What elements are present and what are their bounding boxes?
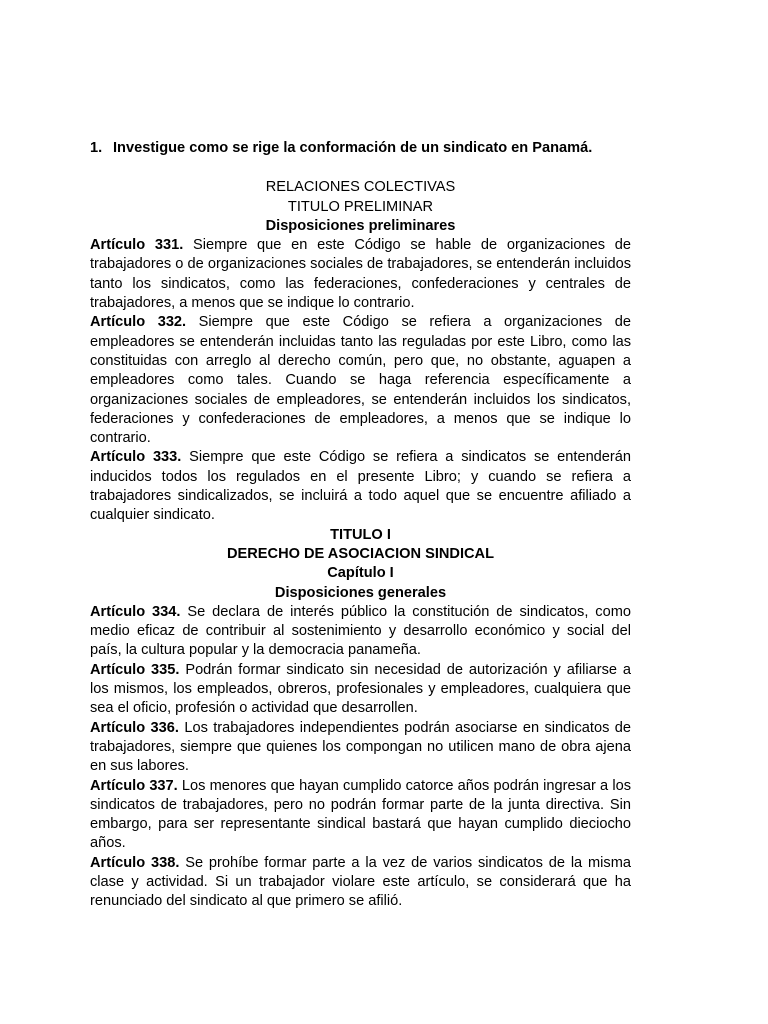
article-334 [90,603,631,661]
heading-titulo-preliminar: TITULO PRELIMINAR [287,198,434,215]
article-336 [90,719,631,777]
heading-disposiciones-generales: Disposiciones generales [274,584,447,601]
article-label: Artículo 331. [90,237,184,254]
article-text: Siempre que en este Código se hable de organizaciones de trabajadores o de organizaciones sociales de trabajadores, se entenderán incluidos tanto los sindicatos, como las federaciones, confederaciones y centrales de trabajadores, a menos que se indique lo contrario. [90,237,631,312]
heading-disposiciones-preliminares: Disposiciones preliminares [265,217,456,234]
question-text: Investigue como se rige la conformación de un sindicato en Panamá. [113,140,593,156]
article-label: Artículo 336. [90,719,179,736]
article-text: Siempre que este Código se refiera a sindicatos se entenderán inducidos todos los regulados en el presente Libro; y cuando se refiera a trabajadores sindicalizados, se incluirá a todo aquel que se encuentre afiliado a cualquier sindicato. [90,449,632,524]
article-text: Se declara de interés público la constitución de sindicatos, como medio eficaz de contribuir al sostenimiento y desarrollo económico y social del país, la cultura popular y la democracia panameña. [90,603,631,659]
article-335 [90,661,631,719]
heading-titulo-i: TITULO I [330,526,391,543]
heading-capitulo-i: Capítulo I [327,565,394,582]
article-label: Artículo 334. [90,603,181,620]
heading-relaciones-colectivas: RELACIONES COLECTIVAS [265,179,456,196]
article-338 [90,854,631,912]
article-label: Artículo 333. [90,449,182,466]
article-label: Artículo 337. [90,777,178,794]
article-label: Artículo 332. [90,314,187,331]
heading-derecho-asociacion-sindical: DERECHO DE ASOCIACION SINDICAL [226,545,495,562]
question-number: 1. [90,140,103,156]
article-text: Se prohíbe formar parte a la vez de varios sindicatos de la misma clase y actividad. Si un trabajador violare este artículo, se considerará que ha renunciado del sindicato al que primero se afilió. [90,854,631,910]
article-text: Los menores que hayan cumplido catorce años podrán ingresar a los sindicatos de trabajadores, pero no podrán formar parte de la junta directiva. Sin embargo, para ser representante sindical bastará que hayan cumplido dieciocho años. [90,777,631,852]
article-331 [90,236,631,313]
article-337 [90,777,631,854]
article-label: Artículo 335. [90,661,180,678]
article-text: Siempre que este Código se refiera a organizaciones de empleadores se entenderán incluidas tanto las reguladas por este Libro, como las constituidas con arreglo al derecho común, pero que, no obstante, aguapen a empleadores como tales. Cuando se haga referencia específicamente a organizaciones sociales de empleadores, se entenderán incluidos los sindicatos, federaciones y confederaciones de empleadores, a menos que se indique lo contrario. [90,314,632,447]
article-text: Podrán formar sindicato sin necesidad de autorización y afiliarse a los mismos, los empleados, obreros, profesionales y empleadores, cualquiera que sea el oficio, profesión o actividad que desarrollen. [90,661,631,717]
question-heading [90,139,631,158]
document-page [90,139,631,912]
article-text: Los trabajadores independientes podrán asociarse en sindicatos de trabajadores, siempre que quienes los compongan no utilicen mano de obra ajena en sus labores. [90,719,631,775]
article-333 [90,448,631,525]
article-332 [90,313,631,448]
article-label: Artículo 338. [90,854,180,871]
